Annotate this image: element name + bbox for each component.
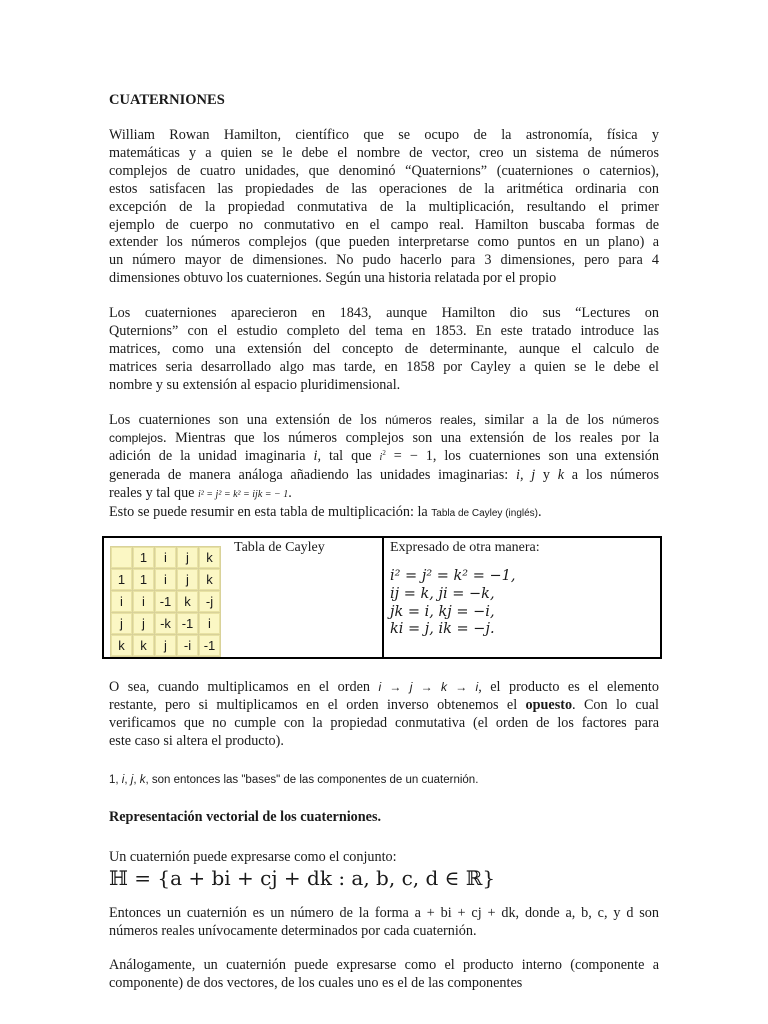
text-line: Los cuaterniones aparecieron en 1843, aunque Hamilton dio sus “Lectures on: [109, 305, 659, 321]
grid-cell: 1: [111, 569, 132, 590]
multiplication-grid: [110, 546, 221, 657]
grid-cell: i: [199, 613, 220, 634]
grid-cell: 1: [133, 547, 154, 568]
grid-cell: j: [155, 635, 176, 656]
text-line: matemáticas y a quien se le debe el nombre de vector, creo un sistema de números: [109, 144, 659, 161]
quaternion-set-equation: ℍ = {a + bi + cj + dk : a, b, c, d ∈ ℝ}: [109, 866, 496, 890]
paragraph-extension: [109, 412, 659, 522]
section-heading: Representación vectorial de los cuaterniones.: [109, 809, 382, 825]
grid-cell: j: [177, 569, 198, 590]
bases-note: 1, i, j, k, son entonces las "bases" de las componentes de un cuaternión.: [109, 774, 479, 786]
text-line: reales y tal que i² = j² = k² = ijk = − 1.: [109, 484, 292, 501]
text-line: Quternions” con el estudio completo del tema en 1853. En este tratado introduce las: [109, 322, 659, 339]
text-line: complejos. Mientras que los números complejos son una extensión de los reales por la: [109, 429, 659, 446]
grid-cell: k: [199, 569, 220, 590]
text-line: matrices seria desarrollado algo mas tarde, en 1858 por Cayley a quien se le debe el: [109, 358, 659, 375]
grid-cell: j: [111, 613, 132, 634]
grid-cell: j: [133, 613, 154, 634]
text-line: restante, pero si multiplicamos en el orden inverso obtenemos el opuesto. Con lo cual: [109, 696, 659, 713]
grid-cell: j: [177, 547, 198, 568]
grid-cell: i: [133, 591, 154, 612]
paragraph-vectors: [109, 957, 659, 993]
table-divider: [382, 538, 384, 657]
text-line: matrices, como una extensión del concepto de determinante, aunque el calculo de: [109, 340, 659, 357]
grid-cell: [111, 547, 132, 568]
text-line: estos satisfacen las propiedades de las operaciones de la aritmética ordinaria con: [109, 180, 659, 197]
grid-cell: -1: [177, 613, 198, 634]
grid-cell: 1: [133, 569, 154, 590]
formula-list: [390, 568, 515, 639]
text-line: O sea, cuando multiplicamos en el orden i → j → k → i, el producto es el elemento: [109, 679, 659, 695]
link-tabla-de-cayley[interactable]: Tabla de Cayley: [431, 507, 503, 519]
paragraph-order: [109, 679, 659, 751]
text-line: un número mayor de dimensiones. No pudo hacerlo para 3 dimensiones, pero para 4: [109, 252, 659, 269]
cayley-table: [102, 536, 662, 659]
paragraph-lectures: [109, 305, 659, 395]
text-line: adición de la unidad imaginaria i, tal que $i^2$ = − 1, los cuaterniones son una extensión: [109, 447, 659, 464]
text-line: Análogamente, un cuaternión puede expresarse como el producto interno (componente a: [109, 957, 659, 973]
inline-equation: i² = j² = k² = ijk = − 1: [198, 488, 289, 500]
formula-line: ij = k, ji = −k,: [390, 585, 495, 602]
text-line: Entonces un cuaternión es un número de la forma a + bi + cj + dk, donde a, b, c, y d son: [109, 905, 659, 921]
grid-cell: -1: [199, 635, 220, 656]
formula-line: ki = j, ik = −j.: [390, 621, 495, 638]
paragraph-set-intro: Un cuaternión puede expresarse como el conjunto:: [109, 849, 397, 865]
table-header-cayley: Tabla de Cayley: [234, 540, 325, 555]
text-line: Esto se puede resumir en esta tabla de multiplicación: la Tabla de Cayley (inglés).: [109, 503, 542, 520]
grid-cell: i: [155, 547, 176, 568]
grid-cell: i: [111, 591, 132, 612]
grid-cell: -j: [199, 591, 220, 612]
text-line: verificamos que no cumple con la propiedad conmutativa (el orden de los factores para: [109, 714, 659, 731]
paragraph-history: [109, 127, 659, 288]
text-line: números reales unívocamente determinados por cada cuaternión.: [109, 922, 477, 939]
grid-cell: k: [111, 635, 132, 656]
text-line: ejemplo de cuerpo no conmutativo en el campo real. Hamilton buscaba formas de: [109, 216, 659, 233]
formula-line: jk = i, kj = −i,: [390, 603, 495, 620]
text-line: nombre y su extensión al espacio pluridimensional.: [109, 376, 401, 393]
page-title: CUATERNIONES: [109, 92, 225, 108]
text-line: este caso si altera el producto).: [109, 732, 284, 749]
grid-cell: -1: [155, 591, 176, 612]
text-line: Los cuaterniones son una extensión de los números reales, similar a la de los números: [109, 412, 659, 428]
text-line: William Rowan Hamilton, científico que se ocupo de la astronomía, física y: [109, 127, 659, 143]
grid-cell: k: [177, 591, 198, 612]
text-line: excepción de la propiedad conmutativa de la multiplicación, resultando el primer: [109, 198, 659, 215]
grid-cell: i: [155, 569, 176, 590]
grid-cell: k: [199, 547, 220, 568]
text-line: complejos de cuatro unidades, que denominó “Quaternions” (cuaterniones o caternios),: [109, 162, 659, 179]
link-complejos[interactable]: complejos: [109, 430, 164, 445]
link-numeros-reales[interactable]: números reales: [385, 413, 473, 427]
formula-line: i² = j² = k² = −1,: [390, 568, 516, 584]
link-numeros-complejos[interactable]: números: [612, 413, 659, 427]
text-line: extender los números complejos (que pueden interpretarse como puntos en un plano) a: [109, 234, 659, 251]
text-line: componente) de dos vectores, de los cuales uno es el de las componentes: [109, 974, 523, 991]
grid-cell: -k: [155, 613, 176, 634]
text-line: dimensiones obtuvo los cuaterniones. Según una historia relatada por el propio: [109, 270, 557, 287]
table-header-alternative: Expresado de otra manera:: [390, 540, 540, 555]
grid-cell: -i: [177, 635, 198, 656]
paragraph-form: [109, 905, 659, 941]
grid-cell: k: [133, 635, 154, 656]
text-line: generada de manera análoga añadiendo las unidades imaginarias: i, j y k a los números: [109, 466, 659, 483]
